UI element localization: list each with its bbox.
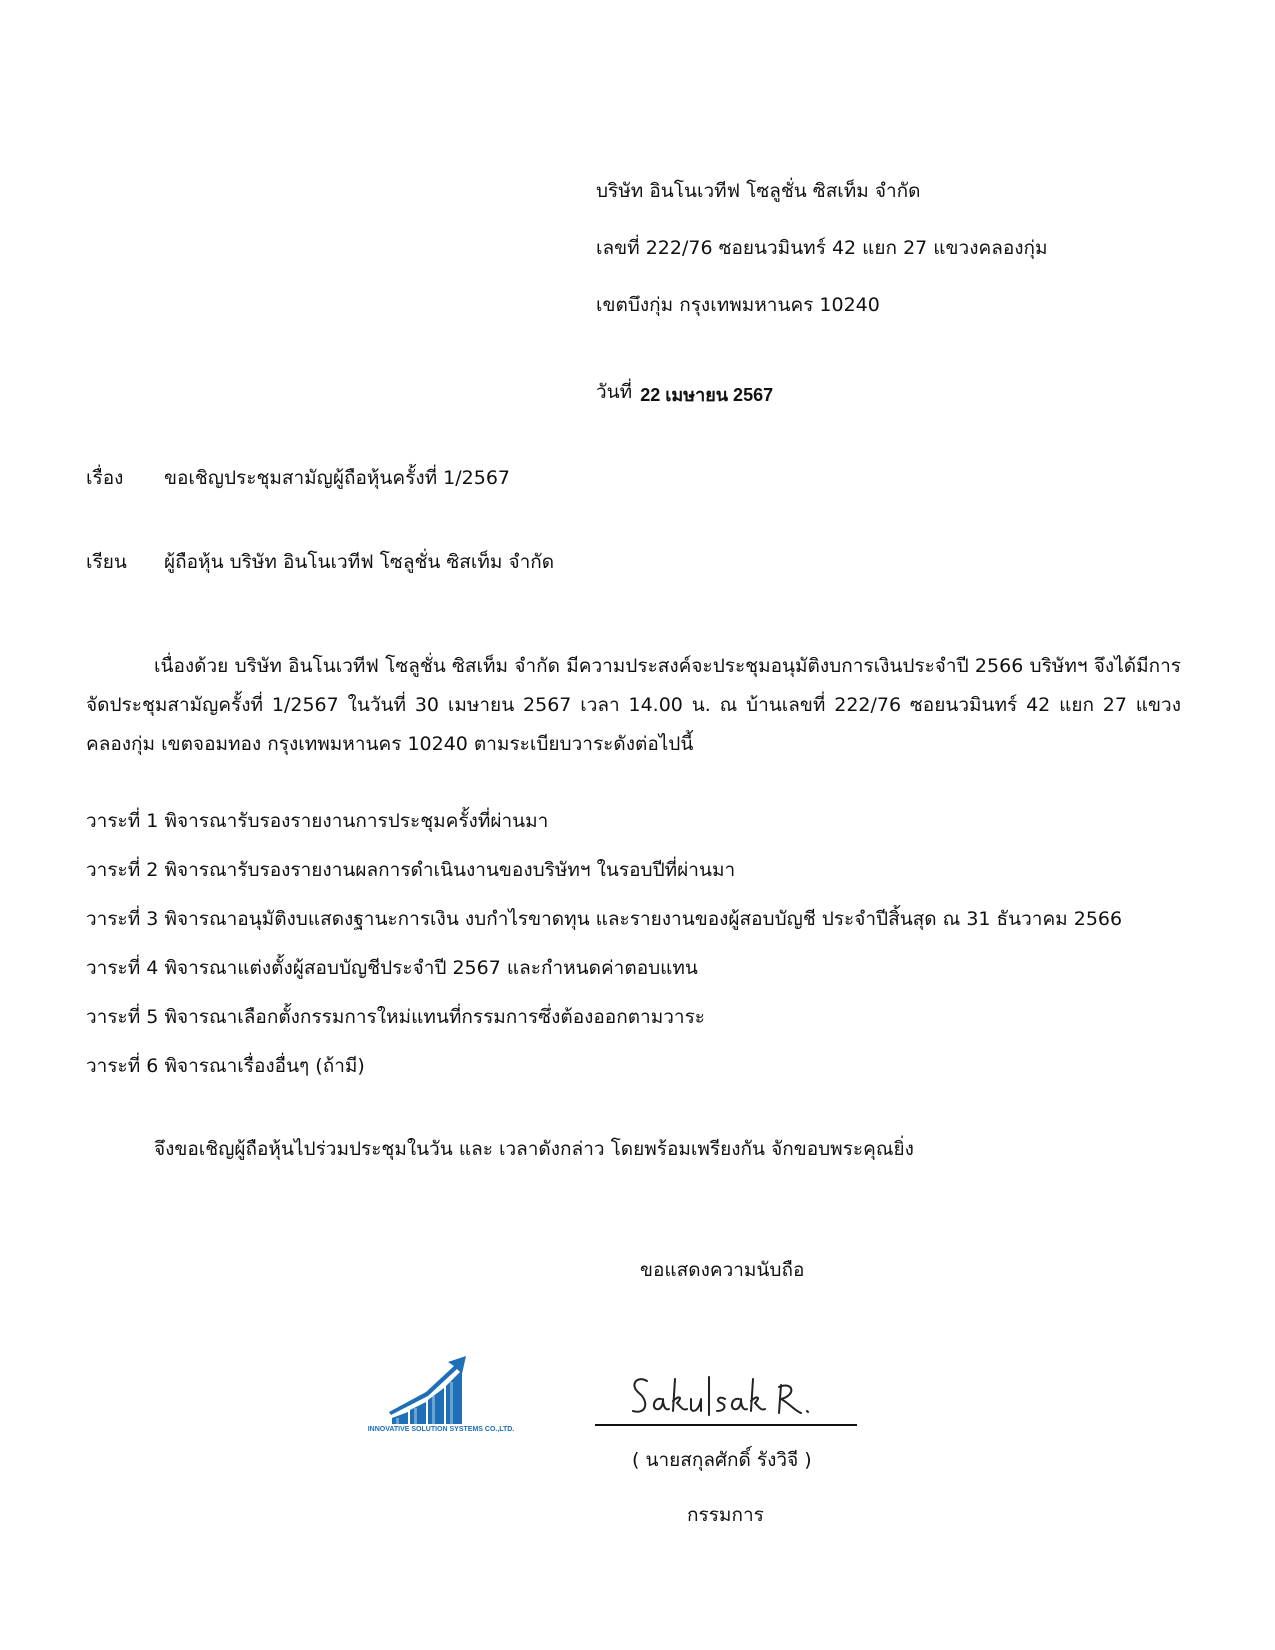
agenda-item: วาระที่ 3 พิจารณาอนุมัติงบแสดงฐานะการเงิน งบกำไรขาดทุน และรายงานของผู้สอบบัญชี ประจำปีสิ้นสุด ณ 31 ธันวาคม 2566 [86,908,1123,930]
sender-company: บริษัท อินโนเวทีฟ โซลูชั่น ซิสเท็ม จำกัด [596,180,921,202]
agenda-item: วาระที่ 2 พิจารณารับรองรายงานผลการดำเนินงานของบริษัทฯ ในรอบปีที่ผ่านมา [86,859,736,881]
date-row [596,377,773,407]
subject-label: เรื่อง [86,467,124,489]
regards-text: ขอแสดงความนับถือ [640,1259,805,1281]
logo-text: INNOVATIVE SOLUTION SYSTEMS CO.,LTD. [367,1426,515,1433]
body-paragraph: เนื่องด้วย บริษัท อินโนเวทีฟ โซลูชั่น ซิสเท็ม จำกัด มีความประสงค์จะประชุมอนุมัติงบการเงินประจำปี 2566 บริษัทฯ จึงได้มีการจัดประชุมสามัญครั้งที่ 1/2567 ในวันที่ 30 เมษายน 2567 เวลา 14.00 น. ณ บ้านเลขที่ 222/76 ซอยนวมินทร์ 42 แยก 27 แขวงคลองกุ่ม เขตจอมทอง กรุงเทพมหานคร 10240 ตามระเบียบวาระดังต่อไปนี้ [86,655,1181,755]
company-logo [356,1348,526,1436]
signer-name: ( นายสกุลศักดิ์ รังวิจี ) [632,1449,812,1471]
agenda-item: วาระที่ 5 พิจารณาเลือกตั้งกรรมการใหม่แทนที่กรรมการซึ่งต้องออกตามวาระ [86,1006,705,1028]
signer-position: กรรมการ [687,1504,764,1526]
agenda-item: วาระที่ 6 พิจารณาเรื่องอื่นๆ (ถ้ามี) [86,1055,365,1077]
subject-text: ขอเชิญประชุมสามัญผู้ถือหุ้นครั้งที่ 1/2567 [164,467,511,489]
recipient-row [86,547,554,577]
date-value: 22 เมษายน 2567 [640,385,774,405]
subject-row [86,463,510,493]
agenda-item: วาระที่ 1 พิจารณารับรองรายงานการประชุมครั้งที่ผ่านมา [86,810,549,832]
handwritten-signature [625,1369,815,1429]
sender-address-line2: เขตบึงกุ่ม กรุงเทพมหานคร 10240 [596,294,880,316]
recipient-text: ผู้ถือหุ้น บริษัท อินโนเวทีฟ โซลูชั่น ซิสเท็ม จำกัด [164,551,555,573]
date-label: วันที่ [596,381,633,403]
signature-line [595,1424,857,1426]
sender-address-line1: เลขที่ 222/76 ซอยนวมินทร์ 42 แยก 27 แขวงคลองกุ่ม [596,237,1048,259]
closing-paragraph: จึงขอเชิญผู้ถือหุ้นไปร่วมประชุมในวัน และ เวลาดังกล่าว โดยพร้อมเพรียงกัน จักขอบพระคุณยิ่ง [154,1138,914,1160]
signature-graphic [625,1369,815,1429]
recipient-label: เรียน [86,551,127,573]
chart-growth-icon [356,1348,526,1428]
agenda-item: วาระที่ 4 พิจารณาแต่งตั้งผู้สอบบัญชีประจำปี 2567 และกำหนดค่าตอบแทน [86,957,698,979]
sender-block [596,163,1048,334]
agenda-list [86,797,1122,1091]
